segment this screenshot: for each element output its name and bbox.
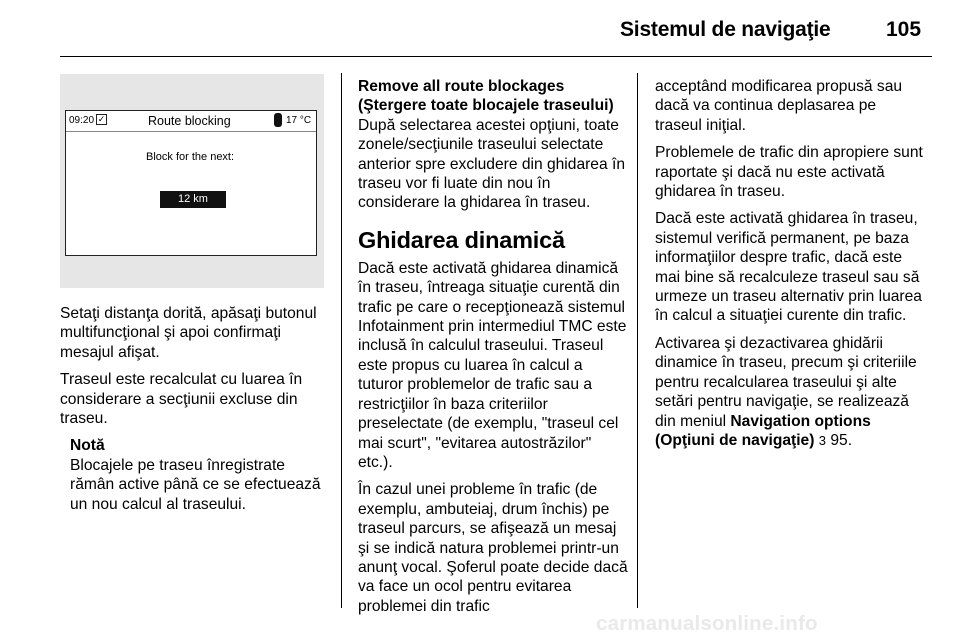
infotainment-screen xyxy=(65,110,317,256)
paragraph: După selectarea acestei opţiuni, toate zonele/secţiunile traseului selectate anterior spre excludere din ghidarea în traseu vor fi luate din nou în considerare la ghidarea în traseu. xyxy=(358,116,625,212)
column-divider-right xyxy=(637,73,638,608)
left-column xyxy=(60,304,332,514)
right-column xyxy=(655,77,927,458)
page-number: 105 xyxy=(886,18,922,41)
middle-column xyxy=(358,77,630,624)
note-text: Blocajele pe traseu înregistrate rămân active până ce se efectuează un nou calcul al traseului. xyxy=(70,456,321,513)
screen-time: 09:20 xyxy=(69,115,95,126)
section-title: Sistemul de navigaţie xyxy=(620,18,831,41)
note-box xyxy=(60,436,332,514)
note-title: Notă xyxy=(70,437,105,455)
page-reference: 95. xyxy=(830,431,853,449)
screen-label: Block for the next: xyxy=(146,151,235,163)
paragraph xyxy=(655,334,927,450)
paragraph: Setaţi distanţa dorită, apăsaţi butonul multifuncţional şi apoi confirmaţi mesajul afişat. xyxy=(60,305,317,361)
menu-reference: Navigation options (Opţiuni de navigaţie) xyxy=(655,412,871,449)
screen-title: Route blocking xyxy=(148,114,231,128)
screen-distance-value: 12 km xyxy=(160,191,226,208)
paragraph: acceptând modificarea propusă sau dacă va continua deplasarea pe traseul iniţial. xyxy=(655,78,903,134)
route-blocking-figure xyxy=(60,74,324,288)
option-heading: Remove all route blockages (Ştergere toate blocajele traseului) xyxy=(358,78,614,115)
paragraph: Traseul este recalculat cu luarea în considerare a secţiunii excluse din traseu. xyxy=(60,371,303,428)
column-divider-left xyxy=(341,73,342,608)
section-heading: Ghidarea dinamică xyxy=(358,226,565,253)
paragraph: Dacă este activată ghidarea în traseu, sistemul verifică permanent, pe baza informaţiilor despre trafic, dacă este mai bine să recalculeze traseul sau să urmeze un traseu alternativ prin luarea în calcul a situaţiei curente din trafic. xyxy=(655,210,922,325)
screen-temperature: 17 °C xyxy=(286,115,312,126)
paragraph-text: Activarea şi dezactivarea ghidării dinamice în traseu, precum şi criteriile pentru recalcularea traseului şi alte setări pentru navigaţie, se realizează din meniul xyxy=(655,334,917,430)
screen-top-bar xyxy=(66,111,316,132)
paragraph: Problemele de trafic din apropiere sunt raportate şi dacă nu este activată ghidarea în traseu. xyxy=(655,144,923,201)
paragraph: Dacă este activată ghidarea dinamică în traseu, întreaga situaţie curentă din trafic pe care o recepţionează sistemul Infotainment prin intermediul TMC este inclusă în calculul traseului. Traseul este propus cu luarea în calcul a tuturor problemelor de trafic sau a restricţiilor în baza criteriilor preselectate (de exemplu, "traseul cel mai scurt", "evitarea autostrăzilor" etc.). xyxy=(358,259,627,471)
watermark: carmanualsonline.info xyxy=(596,612,818,635)
header-divider xyxy=(60,56,932,57)
page-reference-arrow-icon: 3 xyxy=(818,432,826,448)
checkbox-icon: ✓ xyxy=(97,114,106,124)
paragraph: În cazul unei probleme în trafic (de exemplu, ambuteiaj, drum închis) pe traseul parcurs, se afişează un mesaj şi se indică natura problemei printr-un anunţ vocal. Şoferul poate decide dacă va face un ocol pentru evitarea problemei din trafic xyxy=(358,481,628,615)
thermometer-icon xyxy=(274,113,282,127)
